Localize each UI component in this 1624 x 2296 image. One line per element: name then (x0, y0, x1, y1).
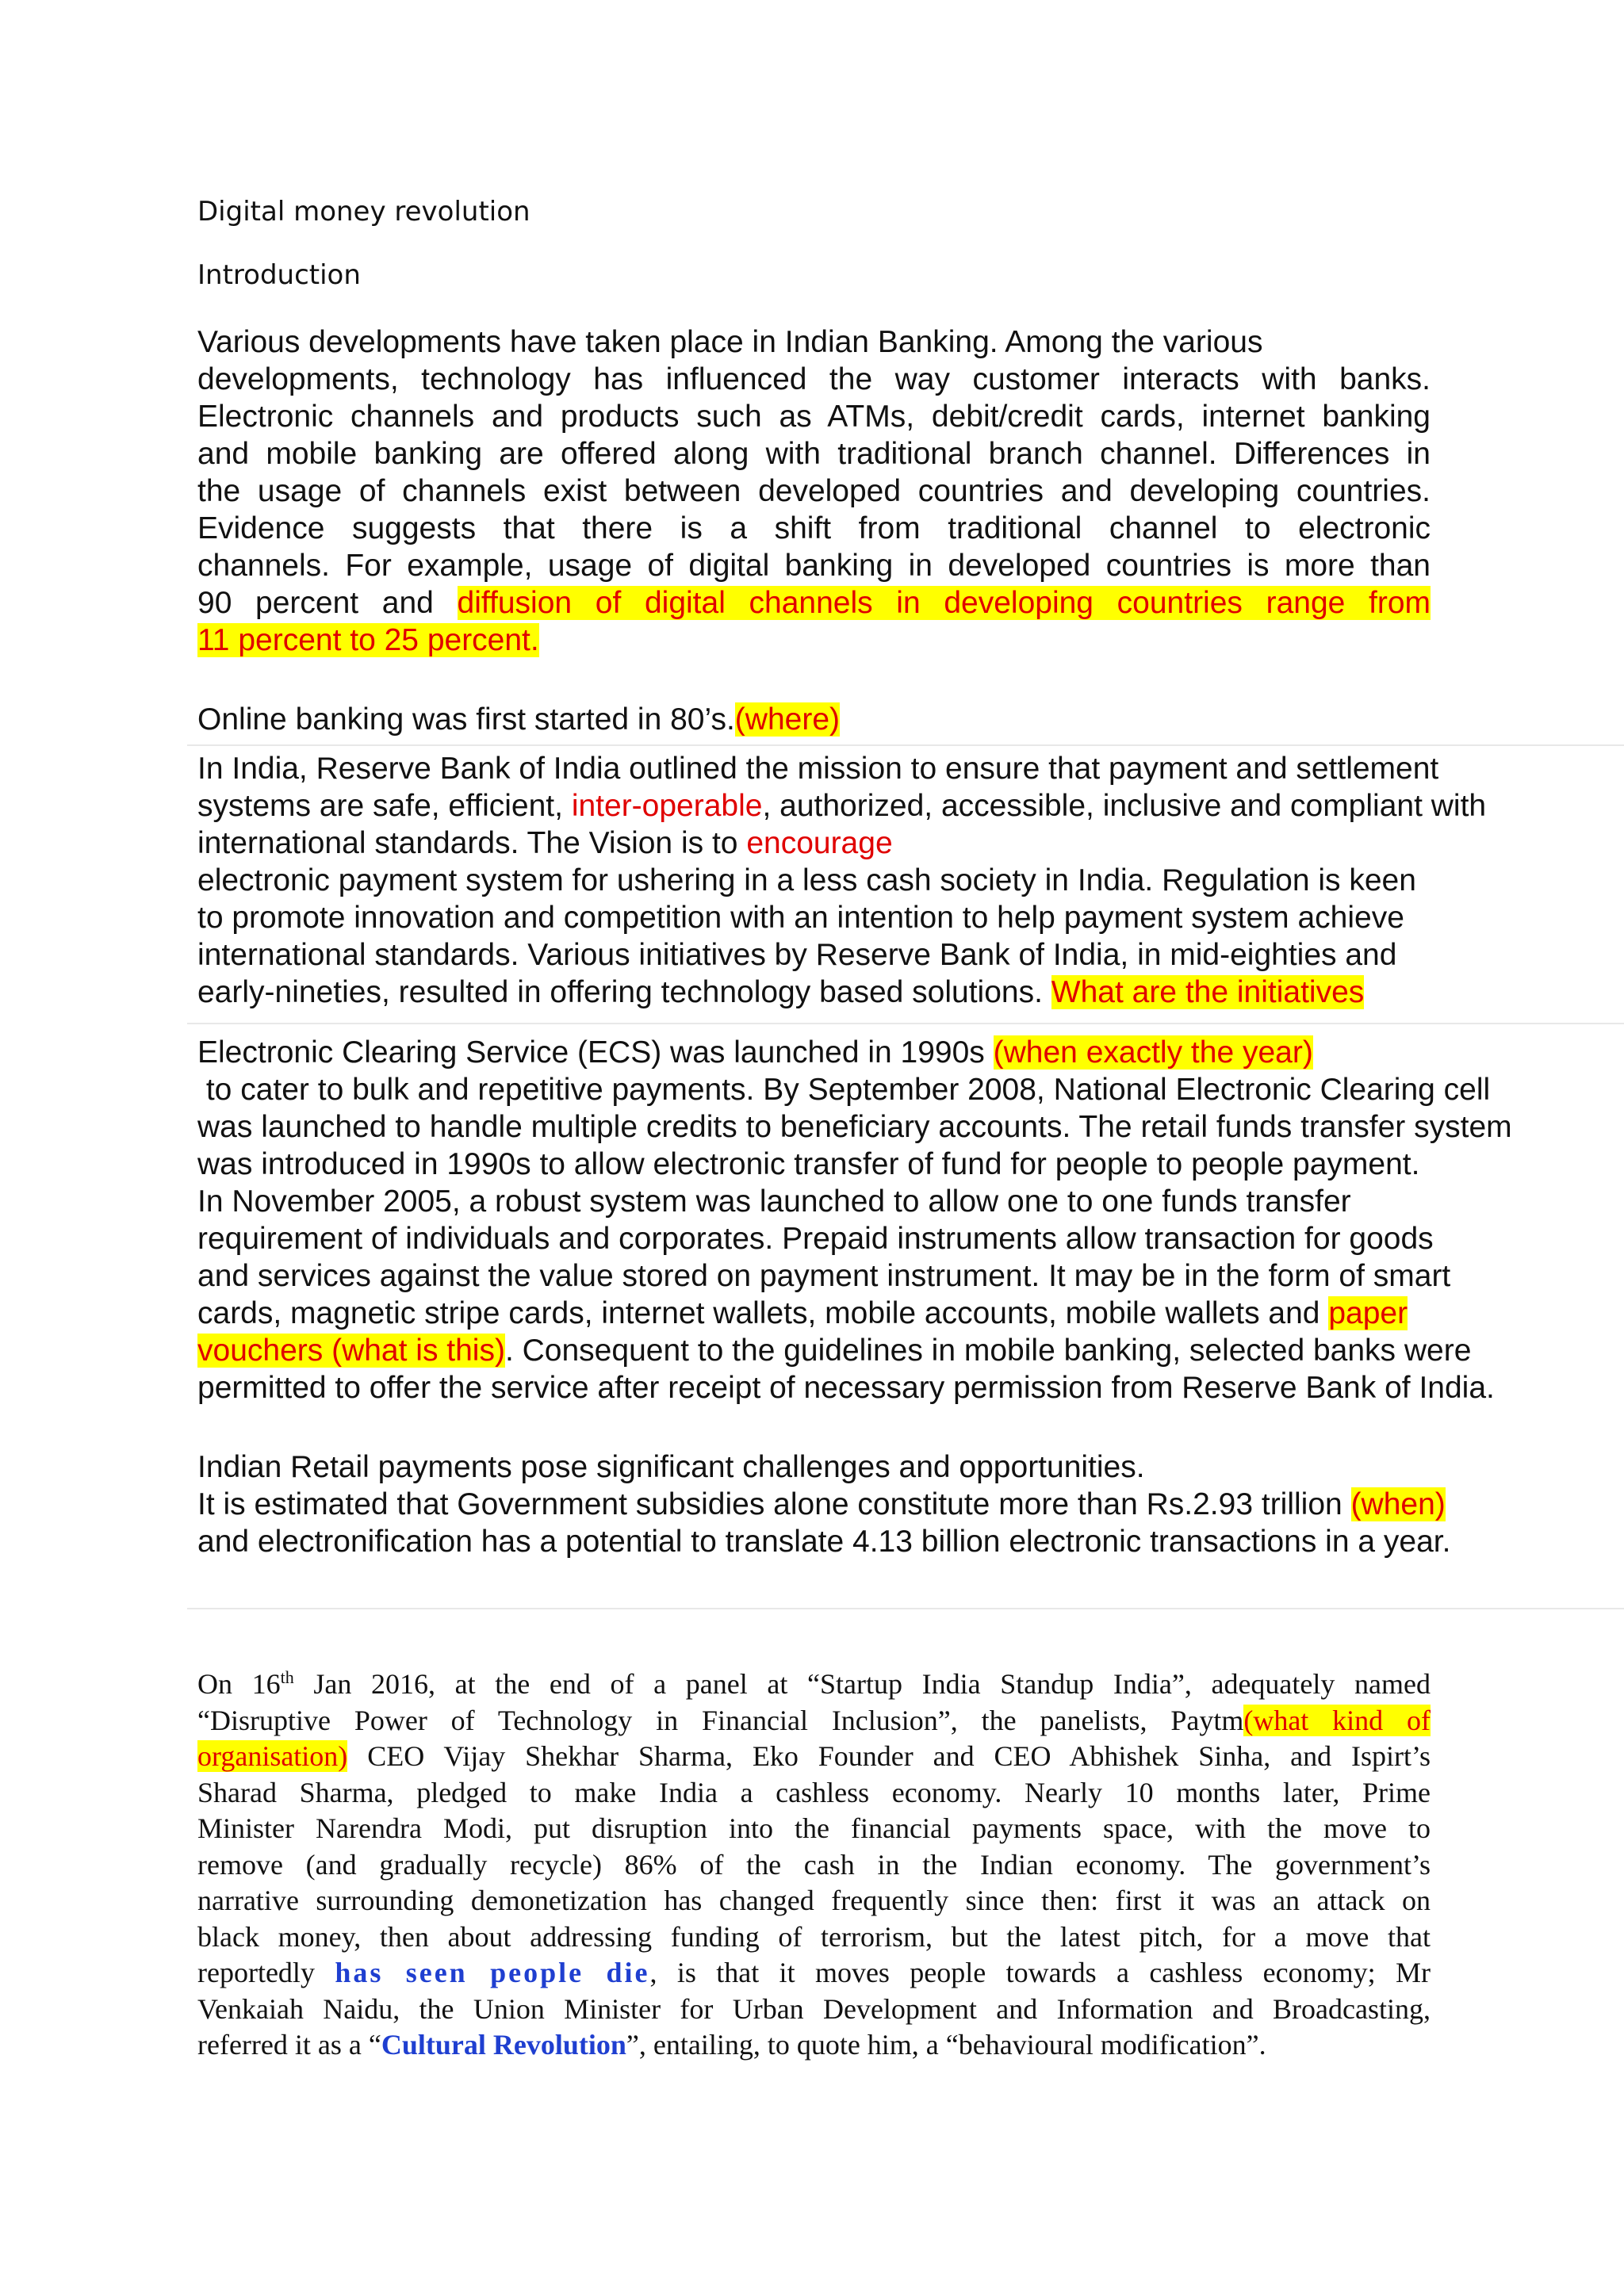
highlighted-comment: (when) (1350, 1487, 1446, 1521)
text-line: was launched to handle multiple credits to beneficiary accounts. The retail funds transfer system (197, 1110, 1512, 1144)
text-line: systems are safe, efficient, inter-operable, authorized, accessible, inclusive and compliant with (197, 789, 1487, 823)
paragraph-online-banking: Online banking was first started in 80’s.(where) (197, 702, 840, 737)
highlighted-comment: (where) (734, 702, 840, 737)
highlighted-comment: What are the initiatives (1051, 975, 1365, 1009)
highlighted-comment: paper (1328, 1296, 1408, 1330)
text-line: black money, then about addressing funding of terrorism, but the latest pitch, for a move that (197, 1920, 1431, 1953)
text-line: organisation) CEO Vijay Shekhar Sharma, Eko Founder and CEO Abhishek Sinha, and Ispirt’s (197, 1740, 1431, 1772)
highlighted-comment: vouchers (what is this) (197, 1334, 505, 1368)
text-line: channels. For example, usage of digital banking in developed countries is more than (197, 549, 1431, 583)
paragraph-rbi-mission (197, 750, 1486, 1011)
text-line: was introduced in 1990s to allow electronic transfer of fund for people to people payment. (197, 1147, 1420, 1181)
highlighted-comment: organisation) (197, 1740, 348, 1772)
text-line: On 16th Jan 2016, at the end of a panel at “Startup India Standup India”, adequately named (197, 1667, 1431, 1700)
text-line: reportedly has seen people die, is that it moves people towards a cashless economy; Mr (197, 1957, 1431, 1988)
section-heading-introduction: Introduction (197, 259, 361, 291)
divider (187, 1608, 1624, 1609)
text-line: vouchers (what is this). Consequent to the guidelines in mobile banking, selected banks were (197, 1334, 1472, 1368)
text-line: and mobile banking are offered along with traditional branch channel. Differences in (197, 437, 1431, 471)
text-line: In India, Reserve Bank of India outlined the mission to ensure that payment and settlement (197, 752, 1439, 786)
highlighted-comment: 11 percent to 25 percent. (197, 623, 539, 657)
highlighted-comment: diffusion of digital channels in developing countries range from (457, 586, 1431, 620)
text-line: remove (and gradually recycle) 86% of the cash in the Indian economy. The government’s (197, 1848, 1431, 1881)
text-line: early-nineties, resulted in offering technology based solutions. What are the initiatives (197, 975, 1365, 1009)
text-line: developments, technology has influenced the way customer interacts with banks. (197, 362, 1431, 396)
text-line: In November 2005, a robust system was launched to allow one to one funds transfer (197, 1184, 1351, 1219)
text-line: Electronic Clearing Service (ECS) was launched in 1990s (when exactly the year) (197, 1035, 1313, 1070)
text-line (197, 622, 1431, 659)
paragraph-retail-payments (197, 1448, 1450, 1560)
text-line: international standards. The Vision is to encourage (197, 826, 893, 860)
text-line: narrative surrounding demonetization has changed frequently since then: first it was an attack on (197, 1885, 1431, 1916)
document-title: Digital money revolution (197, 196, 530, 228)
text-line: Evidence suggests that there is a shift from traditional channel to electronic (197, 511, 1431, 545)
text-line: referred it as a “Cultural Revolution”, entailing, to quote him, a “behavioural modification”. (197, 2029, 1266, 2061)
text-line: to promote innovation and competition with an intention to help payment system achieve (197, 901, 1404, 935)
text-line: the usage of channels exist between developed countries and developing countries. (197, 474, 1431, 508)
highlighted-comment: (when exactly the year) (993, 1035, 1313, 1070)
text-line: Venkaiah Naidu, the Union Minister for Urban Development and Information and Broadcasting, (197, 1992, 1431, 2025)
divider (187, 1023, 1624, 1024)
text-line: Minister Narendra Modi, put disruption into the financial payments space, with the move to (197, 1812, 1431, 1844)
text-line: requirement of individuals and corporates. Prepaid instruments allow transaction for goods (197, 1222, 1434, 1256)
text-line: Indian Retail payments pose significant challenges and opportunities. (197, 1450, 1145, 1484)
divider (187, 744, 1624, 746)
highlighted-comment: (what kind of (1243, 1704, 1431, 1736)
paragraph-intro (197, 323, 1431, 659)
paragraph-demonetization (197, 1667, 1431, 2064)
blue-emphasis: has seen people die (335, 1957, 650, 1988)
text-line: It is estimated that Government subsidies alone constitute more than Rs.2.93 trillion (when) (197, 1487, 1446, 1521)
text-line: electronic payment system for ushering in a less cash society in India. Regulation is keen (197, 863, 1416, 897)
text-line: Various developments have taken place in Indian Banking. Among the various (197, 325, 1263, 359)
blue-emphasis: Cultural Revolution (381, 2029, 626, 2061)
text-line: Sharad Sharma, pledged to make India a cashless economy. Nearly 10 months later, Prime (197, 1776, 1431, 1808)
text-line: cards, magnetic stripe cards, internet wallets, mobile accounts, mobile wallets and paper (197, 1296, 1408, 1330)
text-line: to cater to bulk and repetitive payments. By September 2008, National Electronic Clearing cell (197, 1073, 1491, 1107)
text-line: 90 percent and diffusion of digital channels in developing countries range from (197, 586, 1431, 620)
text-line: “Disruptive Power of Technology in Financial Inclusion”, the panelists, Paytm(what kind of (197, 1704, 1431, 1736)
text-line: and electronification has a potential to translate 4.13 billion electronic transactions in a year. (197, 1525, 1451, 1559)
text-line: permitted to offer the service after receipt of necessary permission from Reserve Bank of India. (197, 1371, 1495, 1405)
text-line: and services against the value stored on payment instrument. It may be in the form of smart (197, 1259, 1451, 1293)
text-line: Electronic channels and products such as ATMs, debit/credit cards, internet banking (197, 400, 1431, 434)
text-line: international standards. Various initiatives by Reserve Bank of India, in mid-eighties and (197, 938, 1397, 972)
paragraph-ecs (197, 1034, 1512, 1406)
